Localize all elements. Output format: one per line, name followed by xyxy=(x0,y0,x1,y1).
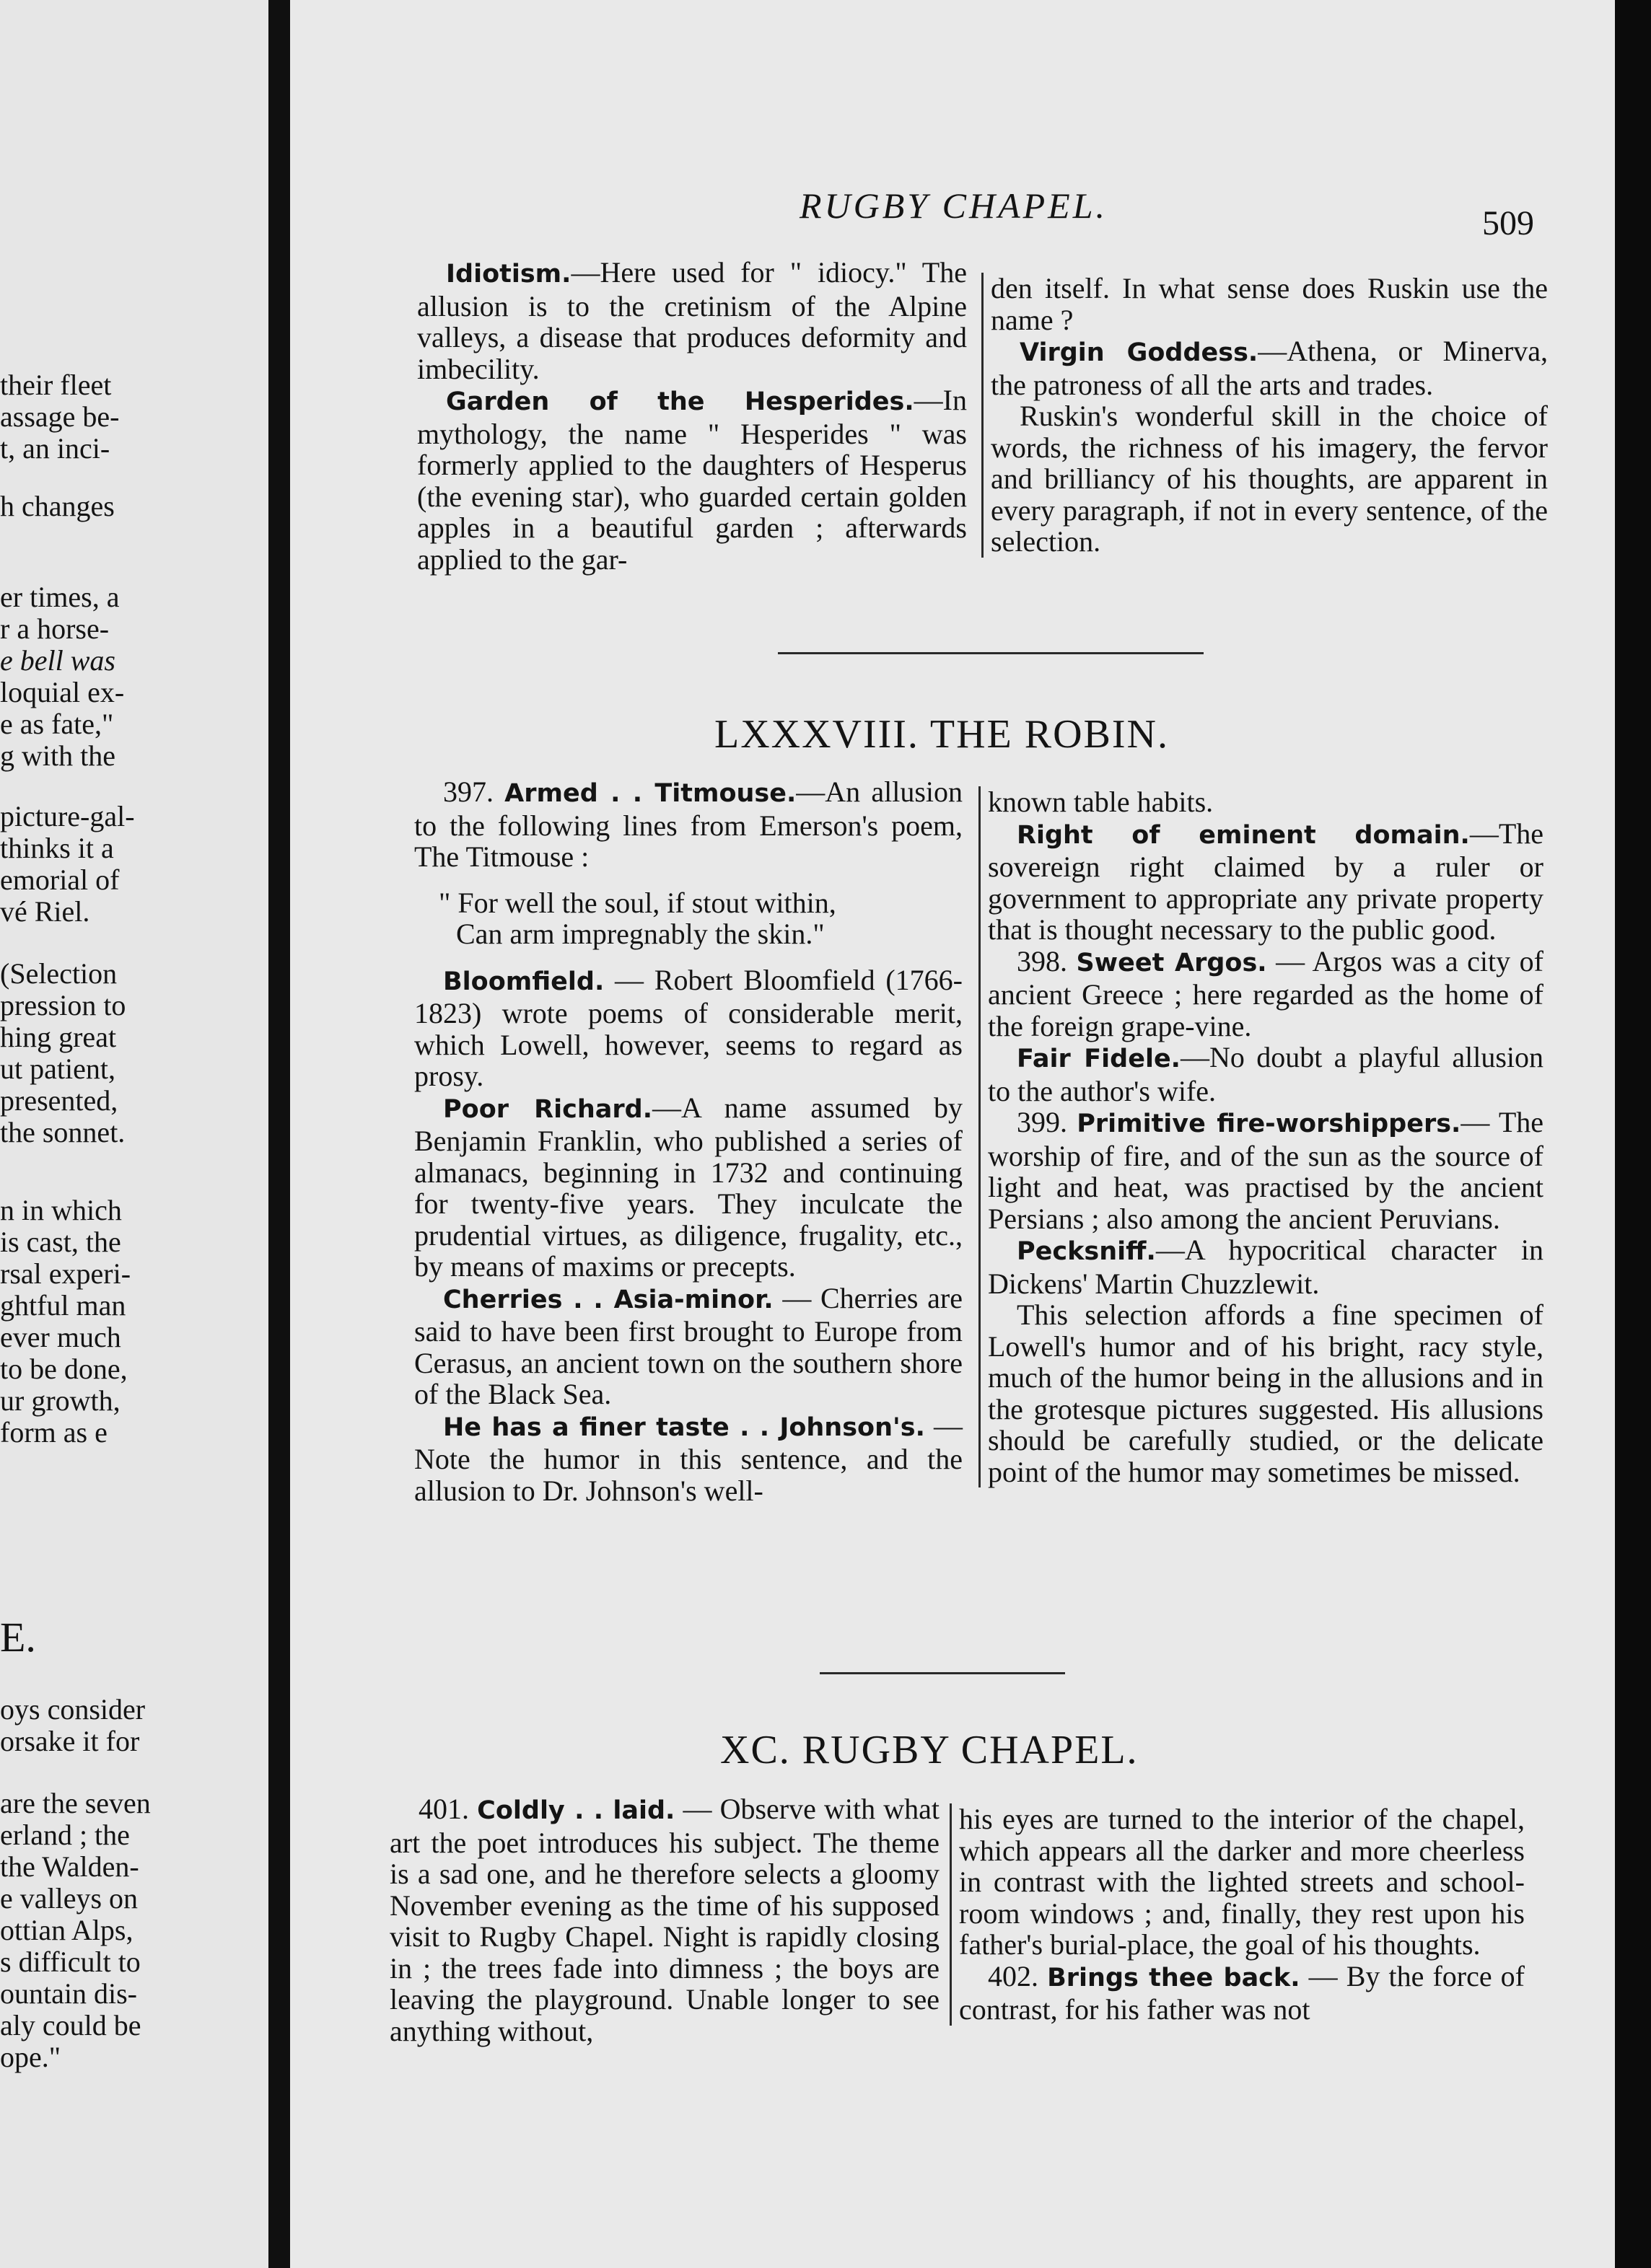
note-text: This selection affords a fine specimen of Lowell's humor and of his bright, racy style, much of the humor being in the allusions and in the grotesque pictures suggested. His allusions should be carefully studied, or the delicate point of the humor may sometimes be missed. xyxy=(988,1298,1543,1488)
note-term: Fair Fidele. xyxy=(1017,1045,1181,1073)
facing-page-line: vé Riel. xyxy=(0,895,90,928)
facing-page-line: t, an inci- xyxy=(0,432,110,465)
note-text: — Cherries are said to have been first brought to Europe from Cerasus, an ancient town on the southern shore of the Black Sea. xyxy=(414,1281,963,1410)
note-term: Primitive fire-worshippers. xyxy=(1077,1109,1461,1138)
facing-page-line: h changes xyxy=(0,490,115,522)
facing-page-line: to be done, xyxy=(0,1353,128,1385)
facing-page-line: e bell was xyxy=(0,644,115,677)
note-paragraph xyxy=(390,1793,940,2047)
note-term: Garden of the Hesperides. xyxy=(446,387,914,416)
note-paragraph xyxy=(991,335,1548,400)
note-number: 398. xyxy=(1017,944,1067,977)
facing-page-line: er times, a xyxy=(0,581,120,613)
note-paragraph xyxy=(991,273,1548,335)
facing-page-line: r a horse- xyxy=(0,612,110,645)
section-rule xyxy=(820,1672,1065,1674)
note-text: —No doubt a playful allusion to the author's wife. xyxy=(988,1041,1543,1107)
note-text: — The worship of fire, and of the sun as the source of light and heat, was practised by the ancient Persians ; also among the ancient Peruvians. xyxy=(988,1106,1544,1235)
facing-page-line: (Selection xyxy=(0,957,118,990)
note-term: Brings thee back. xyxy=(1047,1963,1300,1992)
note-text: — Argos was a city of ancient Greece ; here regarded as the home of the foreign grape-vine. xyxy=(988,944,1543,1042)
facing-page-line: the sonnet. xyxy=(0,1116,126,1148)
section-heading-robin: LXXXVIII. THE ROBIN. xyxy=(714,712,1169,757)
note-paragraph xyxy=(959,1961,1525,2026)
facing-page-line: pression to xyxy=(0,989,126,1021)
top-notes-left-column xyxy=(417,257,967,575)
facing-page-line: ut patient, xyxy=(0,1052,115,1085)
note-text: — Observe with what art the poet introduces his subject. The theme is a sad one, and he therefore selects a gloomy November evening as the time of his supposed visit to Rugby Chapel. Night is rapidly closing in ; the trees fade into dimness ; the boys are leaving the playground. Unable longer to see anything without, xyxy=(390,1793,940,2047)
verse-line: " For well the soul, if stout within, xyxy=(439,886,836,919)
note-term: Cherries . . Asia-minor. xyxy=(443,1285,774,1314)
note-text: known table habits. xyxy=(988,786,1214,818)
page-edge xyxy=(1615,0,1651,2268)
facing-page-line: rsal experi- xyxy=(0,1257,131,1290)
facing-page-line: g with the xyxy=(0,739,115,772)
facing-page-line: ope." xyxy=(0,2041,61,2073)
section-heading-rugby-chapel: XC. RUGBY CHAPEL. xyxy=(720,1728,1139,1772)
note-text: —Here used for " idiocy." The allusion is to the cretinism of the Alpine valleys, a disease that produces deformity and imbecility. xyxy=(417,256,967,385)
note-paragraph xyxy=(414,1283,963,1410)
facing-page-line: erland ; the xyxy=(0,1819,130,1851)
note-term: Bloomfield. xyxy=(443,967,605,996)
page-number: 509 xyxy=(1482,204,1534,242)
note-paragraph xyxy=(959,1803,1525,1961)
facing-page xyxy=(0,0,268,2268)
facing-page-line: thinks it a xyxy=(0,832,114,864)
top-notes-right-column xyxy=(981,273,1548,558)
note-number: 401. xyxy=(419,1793,469,1825)
note-paragraph xyxy=(417,384,967,575)
section-rule xyxy=(778,652,1204,654)
note-number: 399. xyxy=(1017,1106,1067,1138)
facing-page-line: aly could be xyxy=(0,2009,141,2041)
facing-page-line: n in which xyxy=(0,1194,122,1226)
note-paragraph xyxy=(988,1042,1543,1107)
note-paragraph xyxy=(988,946,1543,1042)
note-paragraph xyxy=(414,964,963,1092)
note-term: He has a finer taste . . Johnson's. xyxy=(443,1412,925,1442)
facing-page-line: form as e xyxy=(0,1416,108,1449)
facing-page-line: orsake it for xyxy=(0,1725,140,1757)
note-paragraph xyxy=(988,1299,1543,1487)
note-number: 402. xyxy=(988,1959,1038,1992)
quoted-verse xyxy=(439,887,963,950)
note-paragraph xyxy=(414,776,963,873)
facing-page-line: is cast, the xyxy=(0,1226,121,1258)
note-text: — Robert Bloomfield (1766-1823) wrote poems of considerable merit, which Lowell, however, seems to regard as prosy. xyxy=(414,963,963,1092)
note-text: den itself. In what sense does Ruskin use the name ? xyxy=(991,272,1548,336)
note-term: Right of eminent domain. xyxy=(1017,820,1470,850)
book-gutter xyxy=(268,0,290,2268)
note-text: — By the force of contrast, for his father was not xyxy=(959,1959,1525,2026)
note-term: Poor Richard. xyxy=(443,1094,653,1124)
note-text: —The sovereign right claimed by a ruler or government to appropriate any private property that is thought necessary to the public good. xyxy=(988,817,1543,946)
note-paragraph xyxy=(991,400,1548,558)
note-number: 397. xyxy=(443,775,494,808)
rugby-left-column xyxy=(390,1793,940,2047)
note-paragraph xyxy=(417,257,967,384)
facing-page-line: oys consider xyxy=(0,1693,146,1726)
facing-page-line: hing great xyxy=(0,1021,117,1053)
facing-page-heading: E. xyxy=(0,1614,36,1661)
facing-page-line: picture-gal- xyxy=(0,800,135,832)
note-term: Idiotism. xyxy=(446,260,572,289)
note-term: Coldly . . laid. xyxy=(477,1796,675,1825)
facing-page-line: assage be- xyxy=(0,400,120,433)
facing-page-line: emorial of xyxy=(0,863,120,896)
note-paragraph xyxy=(988,1107,1543,1234)
note-text: Ruskin's wonderful skill in the choice of words, the richness of his imagery, the fervor and brilliancy of his thoughts, are apparent in every paragraph, if not in every sentence, of the selection. xyxy=(991,400,1548,558)
note-text: —An allusion to the following lines from Emerson's poem, The Titmouse : xyxy=(414,775,963,873)
facing-page-line: presented, xyxy=(0,1084,118,1117)
facing-page-line: ur growth, xyxy=(0,1384,121,1417)
verse-line: Can arm impregnably the skin." xyxy=(456,918,825,950)
note-term: Pecksniff. xyxy=(1017,1237,1156,1266)
robin-right-column xyxy=(978,786,1543,1487)
note-paragraph xyxy=(414,1410,963,1507)
facing-page-line: the Walden- xyxy=(0,1850,139,1883)
note-text: his eyes are turned to the interior of the chapel, which appears all the darker and more cheerless in contrast with the lighted streets and school-room windows ; and, finally, they rest upon his father's burial-place, the goal of his thoughts. xyxy=(959,1803,1525,1961)
note-text: —A name assumed by Benjamin Franklin, who published a series of almanacs, beginning in 1732 and continuing for twenty-five years. They inculcate the prudential virtues, as diligence, frugality, etc., by means of maxims or precepts. xyxy=(414,1091,963,1283)
facing-page-line: are the seven xyxy=(0,1787,151,1819)
facing-page-line: ottian Alps, xyxy=(0,1914,133,1946)
facing-page-line: ountain dis- xyxy=(0,1977,137,2010)
note-text: —In mythology, the name " Hesperides " was formerly applied to the daughters of Hesperus (the evening star), who guarded certain golden apples in a beautiful garden ; afterwards applied to the gar- xyxy=(417,384,967,576)
rugby-right-column xyxy=(950,1803,1525,2026)
note-term: Virgin Goddess. xyxy=(1020,338,1258,367)
facing-page-line: ghtful man xyxy=(0,1289,126,1322)
note-text: —Note the humor in this sentence, and the allusion to Dr. Johnson's well- xyxy=(414,1409,963,1507)
facing-page-line: s difficult to xyxy=(0,1946,141,1978)
robin-left-column xyxy=(414,776,963,1506)
note-paragraph xyxy=(988,786,1543,818)
facing-page-line: ever much xyxy=(0,1321,121,1353)
facing-page-line: e as fate," xyxy=(0,708,114,740)
note-text: —A hypocritical character in Dickens' Martin Chuzzlewit. xyxy=(988,1234,1543,1300)
note-term: Armed . . Titmouse. xyxy=(504,779,797,808)
note-term: Sweet Argos. xyxy=(1076,948,1267,977)
running-head: RUGBY CHAPEL. xyxy=(800,185,1108,226)
note-text: —Athena, or Minerva, the patroness of all the arts and trades. xyxy=(991,335,1548,401)
note-paragraph xyxy=(988,818,1543,946)
note-paragraph xyxy=(988,1234,1543,1299)
note-paragraph xyxy=(414,1092,963,1283)
facing-page-line: loquial ex- xyxy=(0,676,125,708)
facing-page-line: e valleys on xyxy=(0,1882,139,1915)
facing-page-line: their fleet xyxy=(0,369,112,401)
